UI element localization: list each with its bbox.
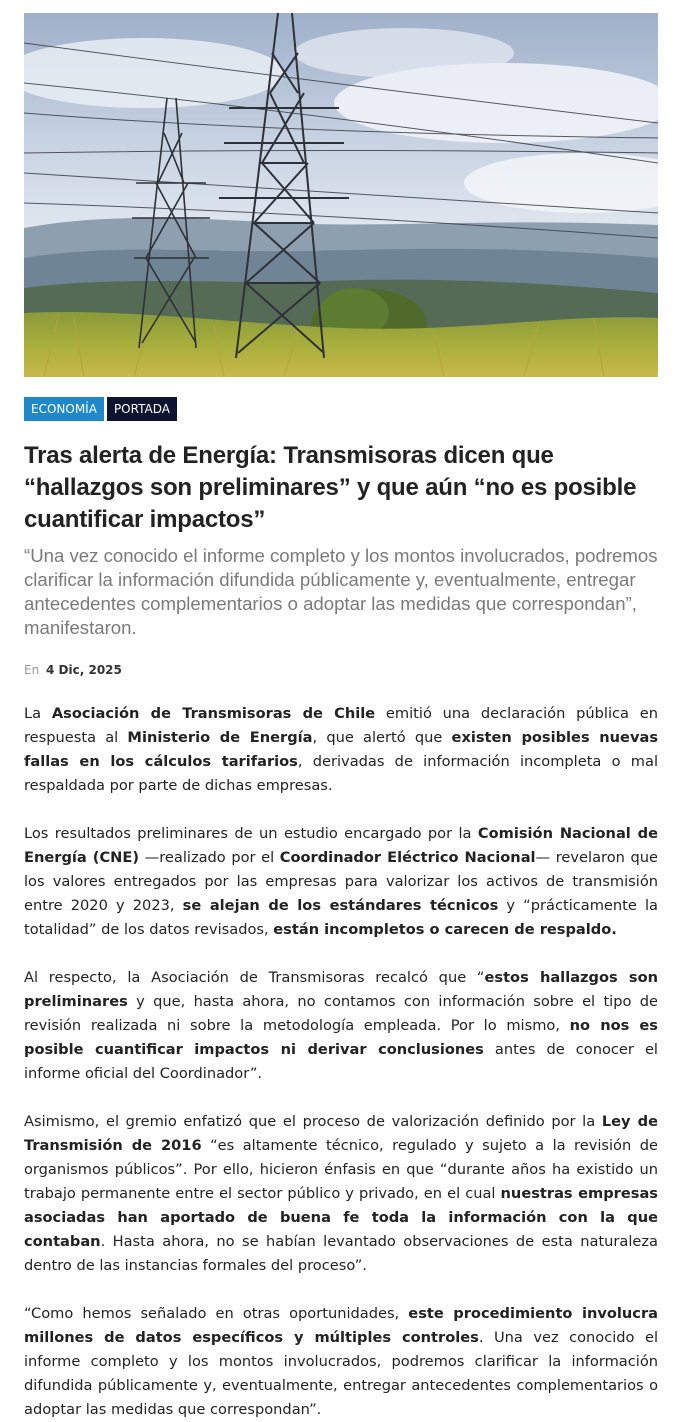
text-run: . Una vez conocido el informe completo y los montos involucrados, podremos clarificar la información difundida públicamente y, eventualmente, entregar antecedentes complementarios o adoptar las medidas que correspondan”. <box>24 1329 659 1418</box>
tag-economia[interactable]: ECONOMÍA <box>24 397 104 421</box>
meta-prefix: En <box>24 663 40 677</box>
text-run: Al respecto, la Asociación de Transmisoras recalcó que “ <box>24 969 485 986</box>
text-run: “Como hemos señalado en otras oportunidades, <box>24 1305 409 1322</box>
text-run: —realizado por el <box>139 849 280 866</box>
bold-text: Ministerio de Energía <box>127 729 313 746</box>
article-paragraph <box>24 822 658 942</box>
article-title: Tras alerta de Energía: Transmisoras dicen que “hallazgos son preliminares” y que aún “no es posible cuantificar impactos” <box>24 442 637 533</box>
text-run: La <box>24 705 52 722</box>
tag-portada[interactable]: PORTADA <box>107 397 177 421</box>
bold-text: se alejan de los estándares técnicos <box>182 897 499 914</box>
bold-text: no nos es posible cuantificar impactos ni derivar conclusiones <box>24 1017 658 1058</box>
article-container <box>24 0 658 1422</box>
bold-text: existen posibles nuevas fallas en los cálculos tarifarios <box>24 729 659 770</box>
text-run: y “prácticamente la totalidad” de los datos revisados, <box>24 897 658 938</box>
bold-text: están incompletos o carecen de respaldo. <box>273 921 617 938</box>
article-meta <box>24 663 658 677</box>
text-run: . Hasta ahora, no se habían levantado observaciones de esta naturaleza dentro de las instancias formales del proceso”. <box>24 1233 658 1274</box>
bold-text: Asociación de Transmisoras de Chile <box>51 705 376 722</box>
article-subtitle: “Una vez conocido el informe completo y los montos involucrados, podremos clarificar la información difundida públicamente y, eventualmente, entregar antecedentes complementarios o adoptar las medidas que correspondan”, manifestaron. <box>24 545 658 638</box>
bold-text: Coordinador Eléctrico Nacional <box>279 849 536 866</box>
bold-text: nuestras empresas asociadas han aportado de buena fe toda la información con la que contaban <box>24 1185 658 1250</box>
bold-text: este procedimiento involucra millones de datos específicos y múltiples controles <box>24 1305 658 1346</box>
text-run: , que alertó que <box>312 729 452 746</box>
text-run: emitió una declaración pública en respuesta al <box>24 705 659 746</box>
text-run: — revelaron que los valores entregados por las empresas para valorizar los activos de transmisión entre 2020 y 2023, <box>24 849 658 914</box>
text-run: “es altamente técnico, regulado y sujeto a la revisión de organismos públicos”. Por ello, hicieron énfasis en que “durante años ha existido un trabajo permanente entre el sector público y privado, en el cual <box>24 1137 658 1202</box>
text-run: antes de conocer el informe oficial del Coordinador”. <box>24 1041 658 1082</box>
article-paragraph <box>24 702 658 798</box>
text-run: Los resultados preliminares de un estudio encargado por la <box>24 825 478 842</box>
category-tags <box>24 397 658 421</box>
text-run: Asimismo, el gremio enfatizó que el proceso de valorización definido por la <box>24 1113 602 1130</box>
hero-image <box>24 13 658 377</box>
article-paragraph <box>24 1110 658 1278</box>
article-paragraph <box>24 1302 658 1422</box>
bold-text: Comisión Nacional de Energía (CNE) <box>24 825 658 866</box>
text-run: , derivadas de información incompleta o mal respaldada por parte de dichas empresas. <box>24 753 659 794</box>
text-run: y que, hasta ahora, no contamos con información sobre el tipo de revisión realizada ni sobre la metodología empleada. Por lo mismo, <box>24 993 658 1034</box>
publish-date: 4 Dic, 2025 <box>46 663 122 677</box>
bold-text: Ley de Transmisión de 2016 <box>24 1113 658 1154</box>
bold-text: estos hallazgos son preliminares <box>24 969 658 1010</box>
article-body <box>24 702 658 1422</box>
article-paragraph <box>24 966 658 1086</box>
